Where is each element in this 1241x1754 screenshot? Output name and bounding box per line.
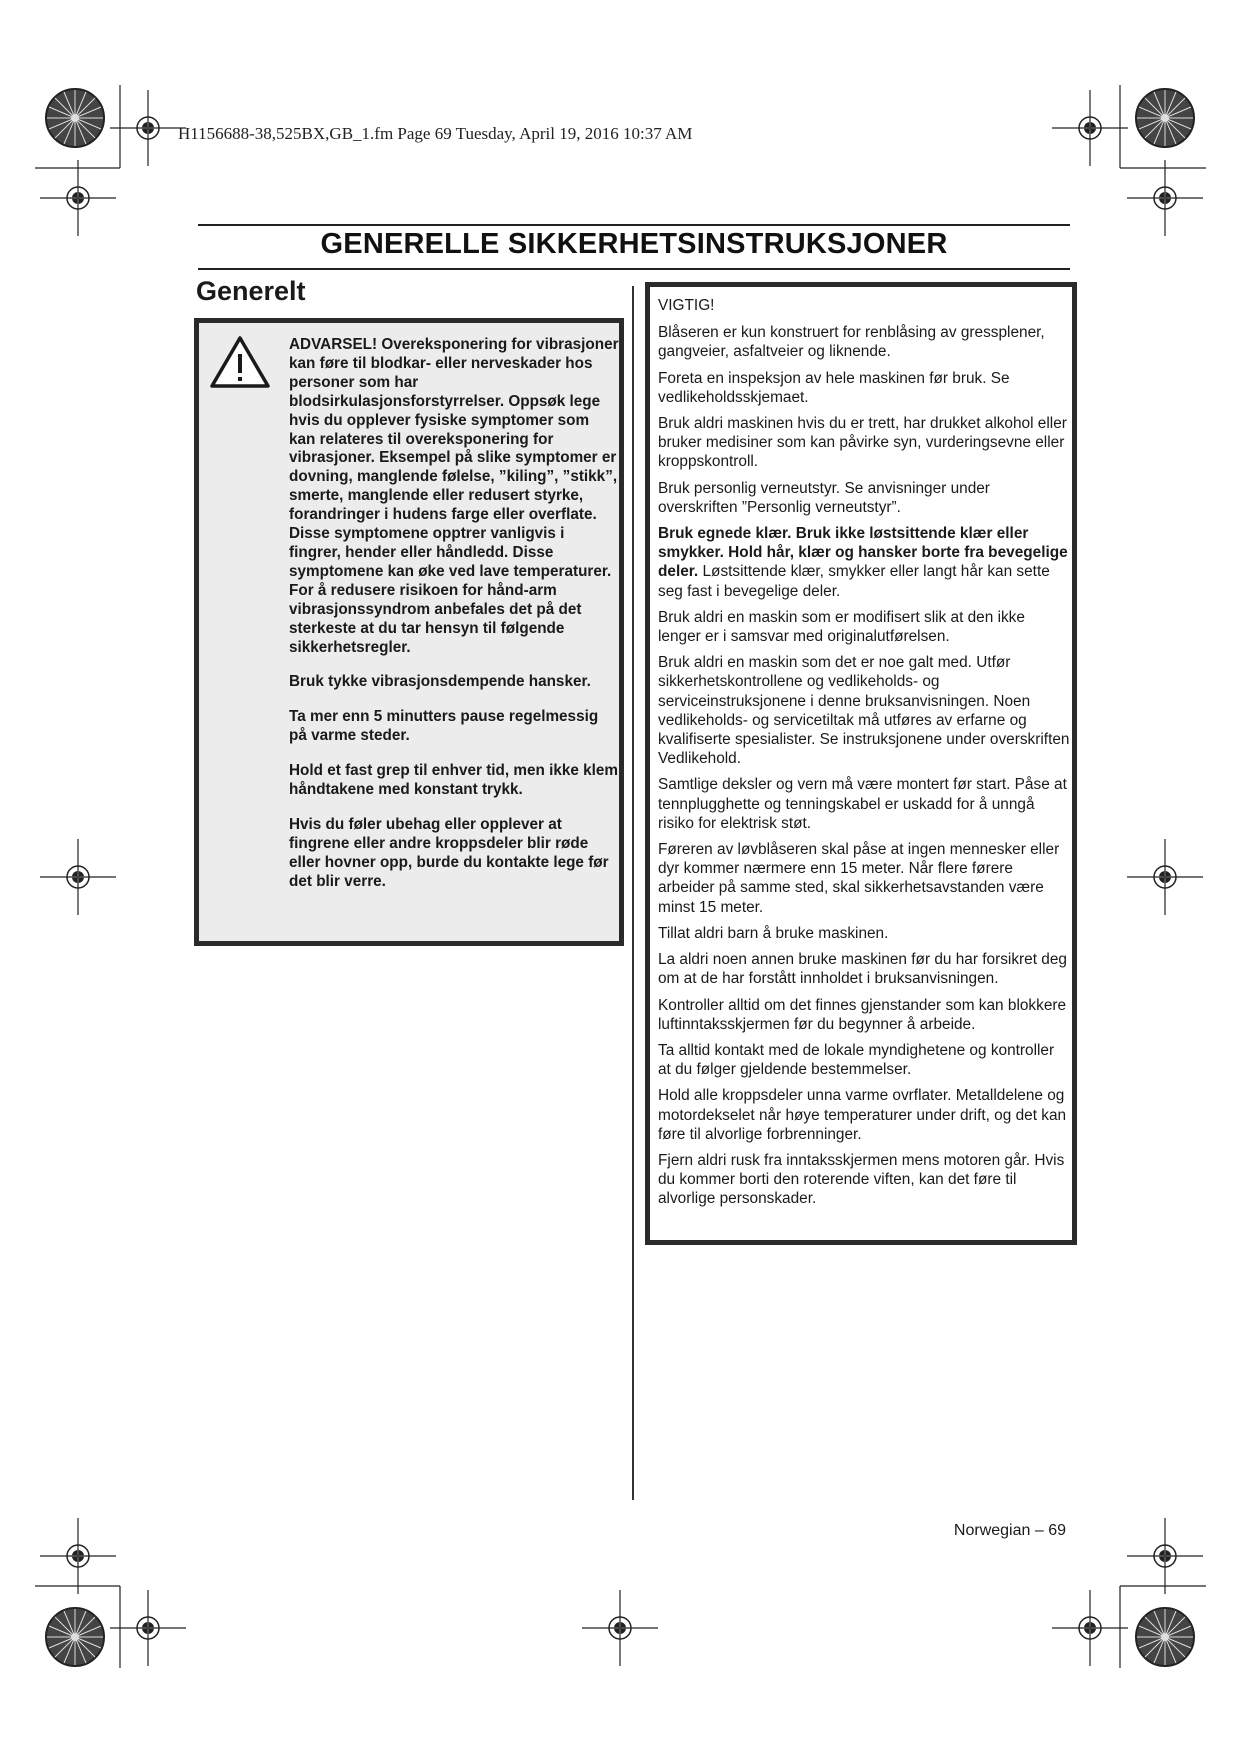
notice-paragraph: Samtlige deksler og vern må være montert før start. Påse at tennplugghette og tenningskabel er uskadd for å unngå risiko for elektrisk støt. bbox=[658, 776, 1067, 832]
section-title: Generelt bbox=[196, 276, 306, 306]
warning-text bbox=[289, 336, 619, 908]
page-title: GENERELLE SIKKERHETSINSTRUKSJONER bbox=[320, 228, 948, 260]
crosshair-bottom-left bbox=[110, 1590, 186, 1666]
notice-paragraph: Hold alle kroppsdeler unna varme ovrflater. Metalldelene og motordekselet når høye temperaturer under drift, og det kan føre til alvorlige forbrenninger. bbox=[658, 1087, 1067, 1143]
warning-paragraph: Ta mer enn 5 minutters pause regelmessig på varme steder. bbox=[289, 708, 599, 745]
star-mark-top-right bbox=[1136, 89, 1194, 147]
warning-box bbox=[194, 318, 624, 946]
crosshair-right-middle bbox=[1127, 839, 1203, 915]
star-mark-top-left bbox=[46, 89, 104, 147]
notice-bold-lead: Bruk egnede klær. Bruk ikke løstsittende klær eller smykker. Hold hår, klær og hansker borte fra bevegelige deler. bbox=[658, 525, 1068, 581]
crosshair-bottom-right bbox=[1052, 1590, 1128, 1666]
file-header-line: H1156688-38,525BX,GB_1.fm Page 69 Tuesday, April 19, 2016 10:37 AM bbox=[178, 124, 693, 143]
warning-paragraph: Hvis du føler ubehag eller opplever at fingrene eller andre kroppsdeler blir røde eller hovner opp, burde du kontakte lege før det blir verre. bbox=[289, 815, 609, 890]
notice-paragraph: Bruk personlig verneutstyr. Se anvisninger under overskriften ”Personlig verneutstyr”. bbox=[658, 479, 990, 516]
notice-label: VIGTIG! bbox=[658, 297, 715, 314]
important-notice-box bbox=[645, 282, 1077, 1245]
crosshair-bottom-center bbox=[582, 1590, 658, 1666]
warning-paragraph: Bruk tykke vibrasjonsdempende hansker. bbox=[289, 673, 591, 691]
crosshair-top-left bbox=[110, 90, 186, 166]
notice-paragraph: Tillat aldri barn å bruke maskinen. bbox=[658, 924, 889, 942]
warning-triangle-icon bbox=[209, 335, 271, 389]
notice-paragraph: Føreren av løvblåseren skal påse at ingen mennesker eller dyr kommer nærmere enn 15 meter. Når flere førere arbeider på samme sted, skal sikkerhetsavstanden være minst 15 meter. bbox=[658, 841, 1060, 916]
notice-paragraph: Bruk aldri en maskin som det er noe galt med. Utfør sikkerhetskontrollene og vedlikeholds- og serviceinstruksjonene i denne bruksanvisningen. Noen vedlikeholds- og servicetiltak må utføres av erfarne og kvalifiserte spesialister. Se instruksjonene under overskriften Vedlikehold. bbox=[658, 654, 1070, 768]
notice-paragraph: Bruk aldri en maskin som er modifisert slik at den ikke lenger er i samsvar med originalutførelsen. bbox=[658, 608, 1025, 646]
warning-paragraph: Hold et fast grep til enhver tid, men ikke klem håndtakene med konstant trykk. bbox=[289, 762, 618, 799]
crosshair-right-lower bbox=[1127, 1518, 1203, 1594]
crosshair-left-upper bbox=[40, 160, 116, 236]
page-footer: Norwegian – 69 bbox=[953, 1522, 1066, 1539]
notice-paragraph: Fjern aldri rusk fra inntaksskjermen mens motoren går. Hvis du kommer borti den roterende viften, kan det føre til alvorlige personskader. bbox=[658, 1151, 1065, 1208]
crosshair-top-right bbox=[1052, 90, 1128, 166]
star-mark-bottom-left bbox=[46, 1608, 104, 1666]
notice-paragraph: Ta alltid kontakt med de lokale myndighetene og kontroller at du følger gjeldende bestemmelser. bbox=[658, 1041, 1055, 1079]
notice-paragraph: La aldri noen annen bruke maskinen før du har forsikret deg om at de har forstått innholdet i bruksanvisningen. bbox=[658, 951, 1067, 988]
notice-text bbox=[658, 296, 1070, 1216]
column-divider bbox=[632, 286, 634, 1500]
notice-paragraph: Blåseren er kun konstruert for renblåsing av gressplener, gangveier, asfaltveier og liknende. bbox=[658, 324, 1045, 361]
notice-paragraph-clothing bbox=[658, 524, 1070, 601]
star-mark-bottom-right bbox=[1136, 1608, 1194, 1666]
crosshair-right-upper bbox=[1127, 160, 1203, 236]
title-top-rule bbox=[198, 224, 1070, 226]
notice-paragraph: Foreta en inspeksjon av hele maskinen før bruk. Se vedlikeholdsskjemaet. bbox=[658, 369, 1010, 406]
warning-paragraph: ADVARSEL! Overeksponering for vibrasjoner kan føre til blodkar- eller nerveskader hos personer som har blodsirkulasjonsforstyrrelser. Oppsøk lege hvis du opplever fysiske symptomer som kan relateres til overeksponering for vibrasjoner. Eksempel på slike symptomer er dovning, manglende følelse, ”kiling”, ”stikk”, smerte, manglende eller redusert styrke, forandringer i hudens farge eller overflate. Disse symptomene opptrer vanligvis i fingrer, hender eller håndledd. Disse symptomene kan øke ved lave temperaturer. For å redusere risikoen for hånd-arm vibrasjonssyndrom anbefales det på det sterkeste at du tar hensyn til følgende sikkerhetsregler. bbox=[289, 336, 619, 656]
title-bottom-rule bbox=[198, 268, 1070, 270]
crosshair-left-lower bbox=[40, 1518, 116, 1594]
notice-paragraph: Kontroller alltid om det finnes gjenstander som kan blokkere luftinntaksskjermen før du begynner å arbeide. bbox=[658, 996, 1067, 1033]
crosshair-left-middle bbox=[40, 839, 116, 915]
notice-clothing-tail: Løstsittende klær, smykker eller langt hår kan sette seg fast i bevegelige deler. bbox=[658, 563, 1050, 600]
notice-paragraph: Bruk aldri maskinen hvis du er trett, har drukket alkohol eller bruker medisiner som kan påvirke syn, vurderingsevne eller kroppskontroll. bbox=[658, 415, 1067, 471]
